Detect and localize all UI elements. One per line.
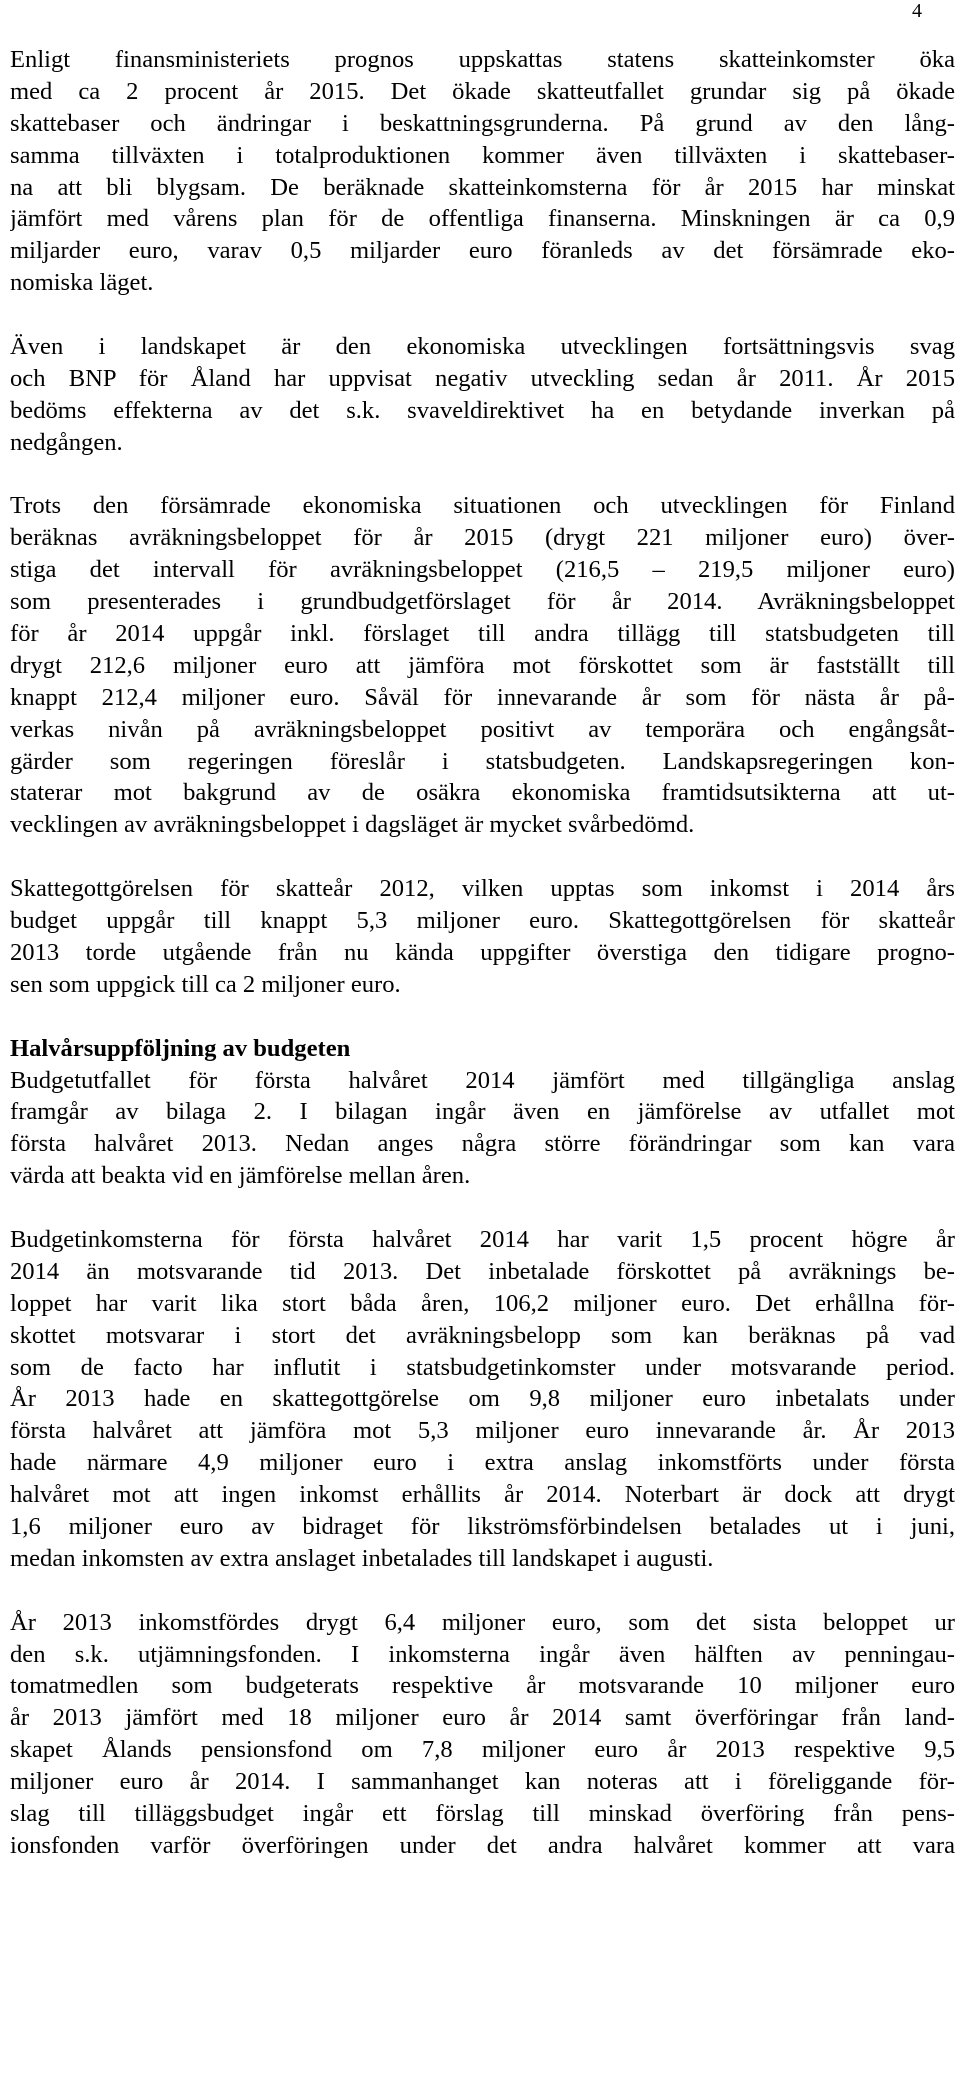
text-line: nedgången.: [10, 428, 123, 456]
text-line: som presenterades i grundbudgetförslaget för år 2014. Avräkningsbeloppet: [10, 588, 955, 616]
page-number: 4: [912, 0, 922, 22]
text-line: medan inkomsten av extra anslaget inbetalades till landskapet i augusti.: [10, 1544, 714, 1572]
section: [10, 1033, 955, 1192]
text-line: vecklingen av avräkningsbeloppet i dagsläget är mycket svårbedömd.: [10, 811, 695, 839]
text-line: drygt 212,6 miljoner euro att jämföra mot förskottet som är fastställt till: [10, 651, 955, 679]
document-body: [10, 44, 955, 1862]
text-line: slag till tilläggsbudget ingår ett förslag till minskad överföring från pens-: [10, 1799, 955, 1827]
paragraph: [10, 873, 955, 1001]
text-line: 1,6 miljoner euro av bidraget för likströmsförbindelsen betalades ut i juni,: [10, 1512, 955, 1540]
text-line: skottet motsvarar i stort det avräkningsbelopp som kan beräknas på vad: [10, 1321, 955, 1349]
paragraph: [10, 1224, 955, 1575]
text-line: gärder som regeringen föreslår i statsbudgeten. Landskapsregeringen kon-: [10, 747, 955, 775]
paragraph: [10, 44, 955, 299]
text-line: för år 2014 uppgår inkl. förslaget till andra tillägg till statsbudgeten till: [10, 620, 955, 648]
section-heading: Halvårsuppföljning av budgeten: [10, 1034, 351, 1062]
text-line: hade närmare 4,9 miljoner euro i extra anslag inkomstförts under första: [10, 1449, 955, 1477]
text-line: första halvåret 2013. Nedan anges några större förändringar som kan vara: [10, 1130, 955, 1158]
text-line: År 2013 inkomstfördes drygt 6,4 miljoner euro, som det sista beloppet ur: [10, 1608, 955, 1636]
text-line: 2013 torde utgående från nu kända uppgifter överstiga den tidigare progno-: [10, 938, 955, 966]
text-line: skapet Ålands pensionsfond om 7,8 miljoner euro år 2013 respektive 9,5: [10, 1736, 955, 1764]
text-line: den s.k. utjämningsfonden. I inkomsterna ingår även hälften av penningau-: [10, 1640, 955, 1668]
text-line: bedöms effekterna av det s.k. svaveldirektivet ha en betydande inverkan på: [10, 396, 955, 424]
text-line: miljarder euro, varav 0,5 miljarder euro föranleds av det försämrade eko-: [10, 237, 955, 265]
text-line: Skattegottgörelsen för skatteår 2012, vilken upptas som inkomst i 2014 års: [10, 875, 955, 903]
text-line: 2014 än motsvarande tid 2013. Det inbetalade förskottet på avräknings be-: [10, 1257, 955, 1285]
text-line: Även i landskapet är den ekonomiska utvecklingen fortsättningsvis svag: [10, 333, 955, 361]
text-line: som de facto har influtit i statsbudgetinkomster under motsvarande period.: [10, 1353, 955, 1381]
text-line: nomiska läget.: [10, 269, 154, 297]
text-line: första halvåret att jämföra mot 5,3 miljoner euro innevarande år. År 2013: [10, 1417, 955, 1445]
text-line: tomatmedlen som budgeterats respektive år motsvarande 10 miljoner euro: [10, 1672, 955, 1700]
text-line: halvåret mot att ingen inkomst erhållits år 2014. Noterbart är dock att drygt: [10, 1481, 955, 1509]
text-line: Enligt finansministeriets prognos uppskattas statens skatteinkomster öka: [10, 46, 955, 73]
text-line: jämfört med vårens plan för de offentliga finanserna. Minskningen är ca 0,9: [10, 205, 955, 233]
text-line: sen som uppgick till ca 2 miljoner euro.: [10, 970, 401, 998]
text-line: skattebaser och ändringar i beskattningsgrunderna. På grund av den lång-: [10, 109, 955, 137]
text-line: stiga det intervall för avräkningsbeloppet (216,5 – 219,5 miljoner euro): [10, 556, 955, 584]
text-line: na att bli blygsam. De beräknade skatteinkomsterna för år 2015 har minskat: [10, 173, 955, 201]
paragraph: [10, 1607, 955, 1862]
text-line: staterar mot bakgrund av de osäkra ekonomiska framtidsutsikterna att ut-: [10, 779, 955, 807]
paragraph: [10, 490, 955, 841]
text-line: och BNP för Åland har uppvisat negativ utveckling sedan år 2011. År 2015: [10, 364, 955, 392]
text-line: budget uppgår till knappt 5,3 miljoner euro. Skattegottgörelsen för skatteår: [10, 907, 955, 935]
text-line: knappt 212,4 miljoner euro. Såväl för innevarande år som för nästa år på-: [10, 683, 955, 711]
paragraph: [10, 331, 955, 459]
text-line: Trots den försämrade ekonomiska situationen och utvecklingen för Finland: [10, 492, 955, 520]
text-line: framgår av bilaga 2. I bilagan ingår även en jämförelse av utfallet mot: [10, 1098, 955, 1126]
text-line: verkas nivån på avräkningsbeloppet positivt av temporära och engångsåt-: [10, 715, 955, 743]
text-line: miljoner euro år 2014. I sammanhanget kan noteras att i föreliggande för-: [10, 1768, 955, 1796]
text-line: År 2013 hade en skattegottgörelse om 9,8 miljoner euro inbetalats under: [10, 1385, 955, 1413]
text-line: Budgetutfallet för första halvåret 2014 jämfört med tillgängliga anslag: [10, 1066, 955, 1094]
text-line: loppet har varit lika stort båda åren, 106,2 miljoner euro. Det erhållna för-: [10, 1289, 955, 1317]
text-line: Budgetinkomsterna för första halvåret 2014 har varit 1,5 procent högre år: [10, 1225, 955, 1253]
text-line: ionsfonden varför överföringen under det andra halvåret kommer att vara: [10, 1831, 955, 1859]
text-line: samma tillväxten i totalproduktionen kommer även tillväxten i skattebaser-: [10, 141, 955, 169]
text-line: med ca 2 procent år 2015. Det ökade skatteutfallet grundar sig på ökade: [10, 77, 955, 105]
text-line: år 2013 jämfört med 18 miljoner euro år 2014 samt överföringar från land-: [10, 1704, 955, 1732]
text-line: beräknas avräkningsbeloppet för år 2015 (drygt 221 miljoner euro) över-: [10, 524, 955, 552]
text-line: värda att beakta vid en jämförelse mellan åren.: [10, 1162, 471, 1190]
